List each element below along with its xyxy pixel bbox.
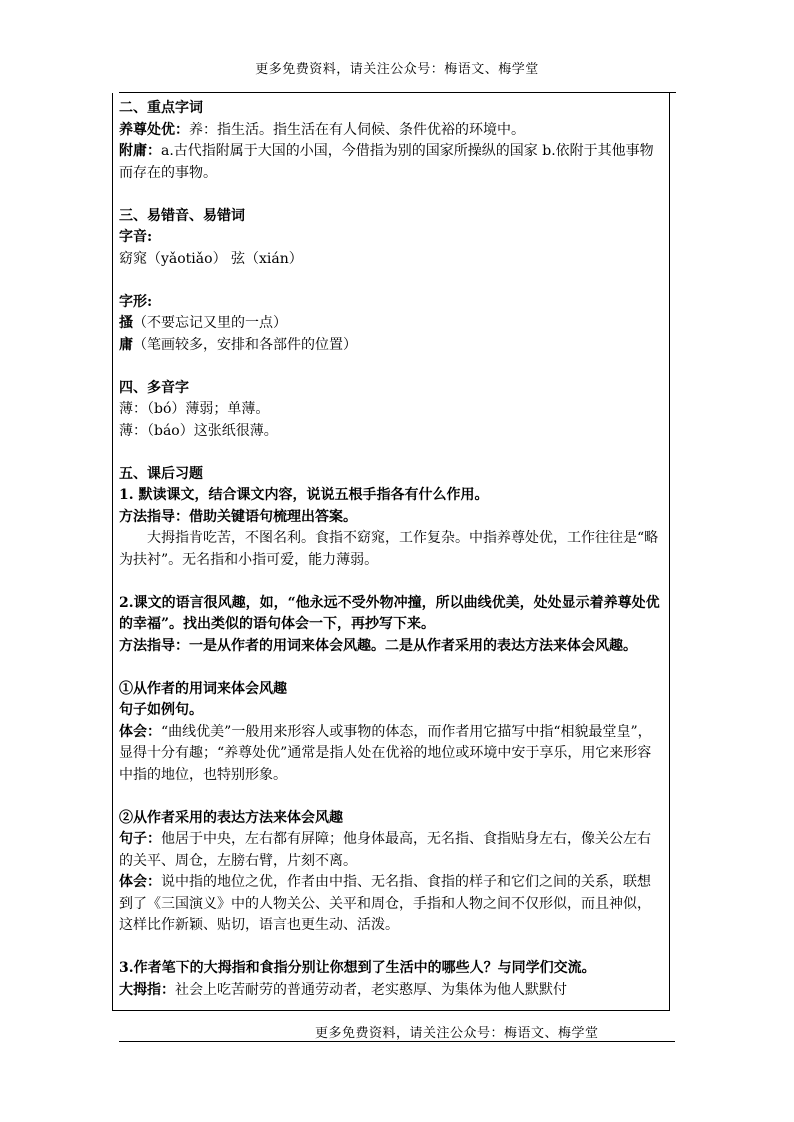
sentence-body: 他居于中央，左右都有屏障；他身体最高，无名指、食指贴身左右，像关公左右的关平、周仓，左膀右臂，片刻不离。 xyxy=(119,831,651,869)
answer-body: 社会上吃苦耐劳的普通劳动者，老实憨厚、为集体为他人默默付 xyxy=(175,981,567,998)
form-entry xyxy=(119,335,663,357)
pronunciation-text: 窈窕（yǎotiǎo） 弦（xián） xyxy=(119,250,303,267)
point-heading: ①从作者的用词来体会风趣 xyxy=(119,680,287,697)
form-entry xyxy=(119,313,663,335)
sentence-line: 句子如例句。 xyxy=(119,702,203,718)
answer-label: 大拇指： xyxy=(119,981,175,998)
method-guide: 方法指导：借助关键语句梳理出答案。 xyxy=(119,508,357,525)
vocab-definition: a.古代指附属于大国的小国，今借指为别的国家所操纵的国家 b.依附于其他事物而存在的事物。 xyxy=(119,143,654,181)
document-body xyxy=(113,93,669,1001)
footer-rule xyxy=(119,1041,675,1042)
question-2: 2.课文的语言很风趣，如，“他永远不受外物冲撞，所以曲线优美，处处显示着养尊处优的幸福”。找出类似的语句体会一下，再抄写下来。 xyxy=(119,594,660,632)
form-note: （不要忘记又里的一点） xyxy=(133,315,287,331)
method-guide: 方法指导：一是从作者的用词来体会风趣。二是从作者采用的表达方法来体会风趣。 xyxy=(119,637,637,654)
vocab-term: 养尊处优： xyxy=(119,121,189,138)
sentence-label: 句子： xyxy=(119,831,161,847)
question-3: 3.作者笔下的大拇指和食指分别让你想到了生活中的哪些人？与同学们交流。 xyxy=(119,960,596,976)
insight-text xyxy=(119,722,663,787)
insight-label: 体会： xyxy=(119,723,161,740)
section-heading: 四、多音字 xyxy=(119,379,189,396)
insight-label: 体会： xyxy=(119,874,161,890)
content-box xyxy=(112,93,670,1011)
pronunciation-label: 字音: xyxy=(119,229,153,245)
polyphone-line: 薄：（báo）这张纸很薄。 xyxy=(119,422,278,439)
insight-text xyxy=(119,872,663,937)
vocab-term: 附庸： xyxy=(119,143,161,159)
form-note: （笔画较多，安排和各部件的位置） xyxy=(133,336,357,353)
page-footer: 更多免费资料，请关注公众号：梅语文、梅学堂 xyxy=(315,1026,599,1041)
section-heading: 三、易错音、易错词 xyxy=(119,207,245,224)
form-char: 搔 xyxy=(119,315,133,331)
vocab-definition: 养：指生活。指生活在有人伺候、条件优裕的环境中。 xyxy=(189,121,525,138)
form-char: 庸 xyxy=(119,336,133,353)
section-heading: 五、课后习题 xyxy=(119,465,203,482)
point-heading: ②从作者采用的表达方法来体会风趣 xyxy=(119,809,343,826)
section-heading: 二、重点字词 xyxy=(119,100,203,116)
answer-text xyxy=(119,980,663,1002)
insight-body: 说中指的地位之优，作者由中指、无名指、食指的样子和它们之间的关系，联想到了《三国演义》中的人物关公、关平和周仓，手指和人物之间不仅形似，而且神似，这样比作新颖、贴切，语言也更生动、活泼。 xyxy=(119,874,651,933)
vocab-entry xyxy=(119,120,663,142)
form-label: 字形: xyxy=(119,293,153,310)
page-header: 更多免费资料，请关注公众号：梅语文、梅学堂 xyxy=(255,62,539,77)
sentence-text xyxy=(119,829,663,872)
vocab-entry xyxy=(119,141,663,184)
answer-text: 大拇指肯吃苦，不图名利。食指不窈窕，工作复杂。中指养尊处优，工作往往是“略为扶衬”。无名指和小指可爱，能力薄弱。 xyxy=(119,530,659,568)
polyphone-line: 薄：（bó）薄弱；单薄。 xyxy=(119,401,270,417)
insight-body: “曲线优美”一般用来形容人或事物的体态，而作者用它描写中指“相貌最堂皇”，显得十分有趣；“养尊处优”通常是指人处在优裕的地位或环境中安于享乐，用它来形容中指的地位，也特别形象。 xyxy=(119,723,652,783)
question-1: 1. 默读课文，结合课文内容，说说五根手指各有什么作用。 xyxy=(119,487,489,503)
